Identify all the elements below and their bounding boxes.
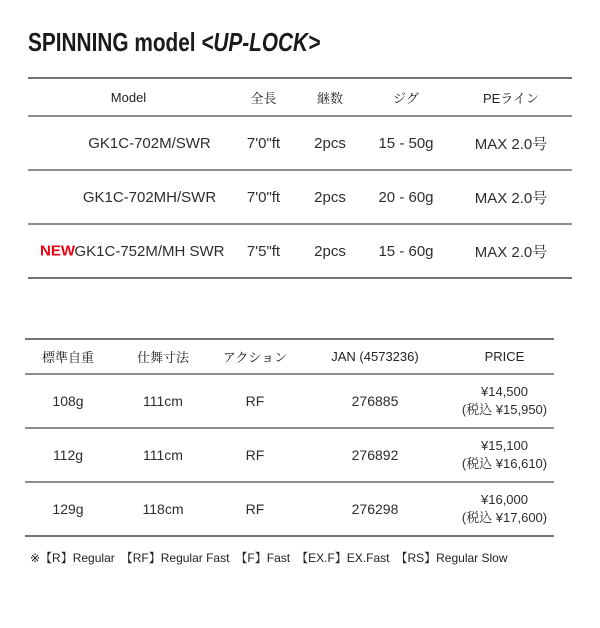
jig-value: 20 - 60g — [362, 170, 450, 224]
detail-col-jan: JAN (4573236) — [295, 339, 455, 374]
pe-line-value: MAX 2.0号 — [450, 170, 572, 224]
detail-row — [25, 482, 554, 536]
weight-value: 108g — [25, 374, 111, 428]
detail-col-price: PRICE — [455, 339, 554, 374]
price-value: ¥14,500 — [481, 384, 528, 399]
detail-header-row — [25, 339, 554, 374]
price-tax-value: (税込 ¥17,600) — [461, 510, 548, 525]
action-legend-footnote: ※【R】Regular 【RF】Regular Fast 【F】Fast 【EX.F】EX.Fast 【RS】Regular Slow — [30, 551, 508, 565]
length-value: 7'0"ft — [229, 170, 298, 224]
spec-col-model: Model — [28, 78, 229, 116]
action-value: RF — [215, 374, 295, 428]
weight-value: 129g — [52, 501, 84, 517]
price-cell — [455, 374, 554, 428]
spec-row — [28, 224, 572, 278]
detail-table — [25, 338, 554, 537]
pe-line-value: MAX 2.0号 — [474, 243, 548, 261]
length-value: 7'0"ft — [229, 116, 298, 170]
page-title — [28, 28, 486, 56]
spec-sheet-page — [0, 28, 600, 628]
detail-col-closed-length: 仕舞寸法 — [111, 339, 215, 374]
detail-col-action: アクション — [215, 339, 295, 374]
model-name: GK1C-702MH/SWR — [82, 188, 217, 206]
detail-row — [25, 428, 554, 482]
price-cell — [455, 482, 554, 536]
page-title-main: SPINNING model — [28, 27, 196, 57]
model-name: GK1C-752M/MH SWR — [74, 242, 225, 260]
closed-length-value: 111cm — [111, 374, 215, 428]
spec-col-length: 全長 — [229, 78, 298, 116]
jan-value: 276298 — [351, 501, 399, 517]
jig-value: 15 - 50g — [362, 116, 450, 170]
pieces-value: 2pcs — [314, 242, 346, 260]
spec-header-row — [28, 78, 572, 116]
model-name: GK1C-702M/SWR — [88, 134, 211, 152]
closed-length-value: 118cm — [142, 501, 184, 517]
spec-table — [28, 77, 572, 279]
model-cell — [28, 116, 229, 170]
action-value: RF — [245, 501, 265, 517]
model-cell — [28, 170, 229, 224]
detail-col-weight: 標準自重 — [25, 339, 111, 374]
closed-length-value: 111cm — [111, 428, 215, 482]
spec-col-pieces: 継数 — [298, 78, 362, 116]
price-tax-value: (税込 ¥15,950) — [461, 402, 548, 417]
weight-value: 112g — [25, 428, 111, 482]
page-title-uplock: <UP-LOCK> — [201, 27, 321, 57]
pieces-value: 2pcs — [298, 116, 362, 170]
price-tax-value: (税込 ¥16,610) — [461, 456, 548, 471]
action-value: RF — [215, 428, 295, 482]
price-cell — [455, 428, 554, 482]
spec-col-pe-line: PEライン — [450, 78, 572, 116]
jig-value: 15 - 60g — [378, 242, 434, 260]
jan-value: 276892 — [295, 428, 455, 482]
new-badge: NEW — [40, 242, 75, 260]
jan-value: 276885 — [295, 374, 455, 428]
model-cell — [28, 224, 229, 278]
spec-row — [28, 170, 572, 224]
spec-row — [28, 116, 572, 170]
price-value: ¥15,100 — [481, 438, 528, 453]
pieces-value: 2pcs — [298, 170, 362, 224]
price-value: ¥16,000 — [481, 492, 528, 507]
length-value: 7'5"ft — [246, 242, 281, 260]
pe-line-value: MAX 2.0号 — [450, 116, 572, 170]
spec-col-jig: ジグ — [362, 78, 450, 116]
detail-row — [25, 374, 554, 428]
